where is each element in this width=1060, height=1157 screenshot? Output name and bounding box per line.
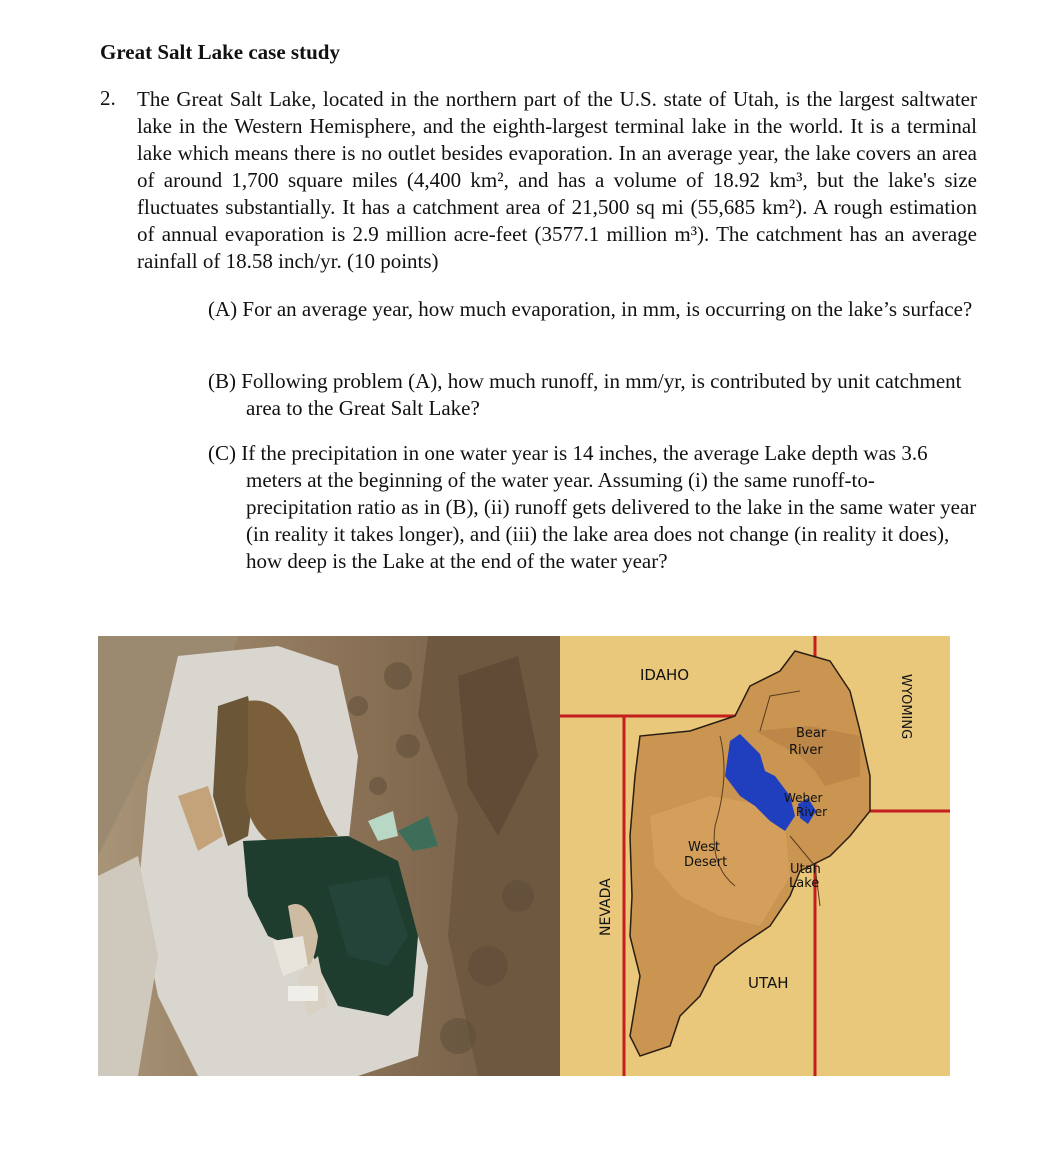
part-c-label: (C) bbox=[208, 441, 236, 465]
watershed-map bbox=[560, 636, 950, 1076]
label-west-desert-1: West bbox=[688, 840, 720, 855]
label-west-desert-2: Desert bbox=[684, 855, 728, 870]
part-c bbox=[208, 440, 978, 575]
label-wyoming: WYOMING bbox=[898, 674, 913, 740]
label-bear-river-1: Bear bbox=[796, 726, 827, 741]
section-heading: Great Salt Lake case study bbox=[100, 40, 340, 64]
part-a bbox=[208, 296, 978, 323]
label-utah: UTAH bbox=[748, 974, 789, 992]
label-utah-lake-1: Utah bbox=[790, 862, 821, 877]
label-idaho: IDAHO bbox=[640, 666, 690, 684]
satellite-image bbox=[98, 636, 560, 1076]
label-nevada: NEVADA bbox=[598, 878, 614, 936]
part-a-label: (A) bbox=[208, 297, 238, 321]
part-b-label: (B) bbox=[208, 369, 236, 393]
part-b-text: Following problem (A), how much runoff, in mm/yr, is contributed by unit catchment area to the Great Salt Lake? bbox=[241, 369, 962, 420]
label-utah-lake-2: Lake bbox=[789, 876, 820, 891]
label-weber-river-2: River bbox=[796, 805, 828, 819]
label-weber-river-1: Weber bbox=[784, 791, 823, 805]
question-number: 2. bbox=[100, 86, 116, 110]
question-text: The Great Salt Lake, located in the northern part of the U.S. state of Utah, is the largest saltwater lake in the Western Hemisphere, and the eighth-largest terminal lake in the world. It is a terminal lake which means there is no outlet besides evaporation. In an average year, the lake covers an area of around 1,700 square miles (4,400 km², and has a volume of 18.92 km³, but the lake's size fluctuates substantially. It has a catchment area of 21,500 sq mi (55,685 km²). A rough estimation of annual evaporation is 2.9 million acre-feet (3577.1 million m³). The catchment has an average rainfall of 18.58 inch/yr. (10 points) bbox=[137, 87, 977, 273]
part-b bbox=[208, 368, 978, 422]
part-a-text: For an average year, how much evaporation, in mm, is occurring on the lake’s surface? bbox=[242, 297, 973, 321]
lake-figure bbox=[98, 636, 950, 1076]
label-bear-river-2: River bbox=[789, 743, 823, 758]
part-c-text: If the precipitation in one water year is 14 inches, the average Lake depth was 3.6 meters at the beginning of the water year. Assuming (i) the same runoff-to-precipitation ratio as in (B), (ii) runoff gets delivered to the lake in the same water year (in reality it takes longer), and (iii) the lake area does not change (in reality it does), how deep is the Lake at the end of the water year? bbox=[241, 441, 977, 573]
